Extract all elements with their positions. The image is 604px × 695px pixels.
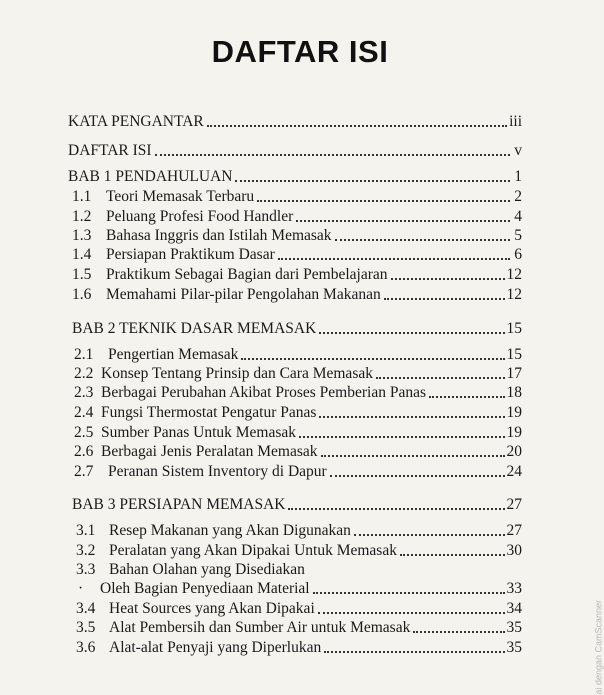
- entry-number: 2.6: [74, 443, 94, 460]
- entry-page: 19: [506, 424, 522, 441]
- entry-page: 30: [506, 542, 522, 559]
- entry-text: Berbagai Perubahan Akibat Proses Pemberian Panas: [101, 384, 426, 401]
- leader-dots: [321, 449, 505, 457]
- page-title: DAFTAR ISI: [211, 34, 389, 69]
- entry-number: 3.6: [76, 639, 96, 656]
- entry-page: 20: [506, 443, 522, 460]
- entry-page: v: [514, 142, 522, 159]
- entry-number: 3.3: [76, 561, 96, 578]
- entry-page: 27: [506, 496, 522, 513]
- entry-text: Resep Makanan yang Akan Digunakan: [109, 522, 351, 539]
- entry-page: 15: [506, 320, 522, 337]
- entry-text: Persiapan Praktikum Dasar: [106, 246, 275, 263]
- leader-dots: [376, 371, 505, 379]
- toc-chapter-heading: [68, 166, 522, 186]
- entry-text: Teori Memasak Terbaru: [106, 188, 255, 205]
- leader-dots: [288, 502, 504, 510]
- entry-number: 1.1: [72, 188, 92, 205]
- toc-entry: [74, 441, 522, 461]
- entry-marker: ·: [78, 580, 84, 597]
- entry-number: 3.2: [76, 542, 96, 559]
- toc-entry: [72, 206, 522, 226]
- entry-page: 12: [506, 266, 522, 283]
- entry-page: 5: [514, 227, 522, 244]
- entry-text: BAB 3 PERSIAPAN MEMASAK: [72, 496, 286, 513]
- entry-text: Konsep Tentang Prinsip dan Cara Memasak: [101, 365, 373, 382]
- entry-number: 2.5: [74, 424, 94, 441]
- entry-number: 2.1: [74, 346, 94, 363]
- entry-text: Oleh Bagian Penyediaan Material: [100, 580, 310, 597]
- entry-text: Berbagai Jenis Peralatan Memasak: [101, 443, 318, 460]
- entry-text: Bahasa Inggris dan Istilah Memasak: [106, 227, 332, 244]
- entry-text: BAB 1 PENDAHULUAN: [68, 168, 233, 185]
- entry-text: Peranan Sistem Inventory di Dapur: [108, 463, 327, 480]
- entry-page: 12: [506, 286, 522, 303]
- entry-number: 1.5: [72, 266, 92, 283]
- leader-dots: [241, 352, 504, 360]
- toc-entry: [76, 540, 522, 560]
- entry-text: BAB 2 TEKNIK DASAR MEMASAK: [72, 320, 317, 337]
- entry-text: Sumber Panas Untuk Memasak: [101, 424, 297, 441]
- leader-dots: [155, 148, 510, 156]
- entry-text: Bahan Olahan yang Disediakan: [109, 561, 305, 578]
- leader-dots: [330, 469, 505, 477]
- leader-dots: [429, 390, 505, 398]
- toc-entry-continuation: [78, 578, 522, 598]
- entry-text: Peralatan yang Akan Dipakai Untuk Memasak: [109, 542, 397, 559]
- toc-entry: [76, 520, 522, 540]
- toc-entry: [74, 344, 522, 364]
- leader-dots: [313, 586, 505, 594]
- entry-text: Alat Pembersih dan Sumber Air untuk Memasak: [109, 619, 411, 636]
- entry-text: KATA PENGANTAR: [68, 113, 204, 130]
- leader-dots: [299, 430, 504, 438]
- toc-entry: [74, 422, 522, 442]
- toc-chapter-heading: [72, 494, 522, 514]
- entry-page: 24: [506, 463, 522, 480]
- entry-page: iii: [509, 113, 522, 130]
- entry-number: 3.1: [76, 522, 96, 539]
- leader-dots: [324, 645, 504, 653]
- toc-entry: [72, 244, 522, 264]
- entry-page: 18: [506, 384, 522, 401]
- leader-dots: [319, 326, 504, 334]
- toc-entry: [74, 363, 522, 383]
- entry-number: 2.4: [74, 404, 94, 421]
- entry-text: Praktikum Sebagai Bagian dari Pembelajaran: [106, 266, 388, 283]
- entry-page: 2: [514, 188, 522, 205]
- entry-page: 27: [506, 522, 522, 539]
- toc-entry: [74, 402, 522, 422]
- toc-entry: [76, 637, 522, 657]
- leader-dots: [319, 410, 504, 418]
- entry-text: Heat Sources yang Akan Dipakai: [109, 600, 315, 617]
- toc-entry: [74, 461, 522, 481]
- leader-dots: [278, 252, 510, 260]
- entry-text: Pengertian Memasak: [108, 346, 239, 363]
- leader-dots: [318, 606, 505, 614]
- entry-page: 1: [514, 168, 522, 185]
- toc-entry-kata-pengantar: [68, 111, 522, 131]
- entry-page: 17: [506, 365, 522, 382]
- toc-entry: [72, 284, 522, 304]
- entry-page: 4: [514, 208, 522, 225]
- toc-entry-first-line: [76, 560, 305, 579]
- entry-page: 6: [514, 246, 522, 263]
- toc-entry: [72, 225, 522, 245]
- entry-text: Memahami Pilar-pilar Pengolahan Makanan: [106, 286, 381, 303]
- entry-text: Fungsi Thermostat Pengatur Panas: [101, 404, 317, 421]
- entry-page: 34: [506, 600, 522, 617]
- entry-page: 33: [506, 580, 522, 597]
- toc-entry: [76, 598, 522, 618]
- entry-number: 2.2: [74, 365, 94, 382]
- entry-number: 3.4: [76, 600, 96, 617]
- leader-dots: [400, 548, 505, 556]
- entry-number: 2.7: [74, 463, 94, 480]
- leader-dots: [335, 233, 510, 241]
- entry-text: Alat-alat Penyaji yang Diperlukan: [109, 639, 322, 656]
- entry-text: Peluang Profesi Food Handler: [106, 208, 294, 225]
- leader-dots: [413, 625, 504, 633]
- toc-entry: [72, 186, 522, 206]
- toc-entry: [72, 264, 522, 284]
- entry-text: DAFTAR ISI: [68, 142, 152, 159]
- leader-dots: [296, 214, 510, 222]
- entry-page: 35: [506, 619, 522, 636]
- entry-number: 1.3: [72, 227, 92, 244]
- leader-dots: [354, 528, 505, 536]
- leader-dots: [257, 194, 510, 202]
- leader-dots: [391, 272, 505, 280]
- entry-page: 15: [506, 346, 522, 363]
- entry-number: 1.6: [72, 286, 92, 303]
- entry-number: 1.2: [72, 208, 92, 225]
- toc-entry: [74, 382, 522, 402]
- leader-dots: [235, 174, 510, 182]
- entry-page: 19: [506, 404, 522, 421]
- leader-dots: [384, 292, 505, 300]
- leader-dots: [207, 119, 507, 127]
- entry-number: 2.3: [74, 384, 94, 401]
- entry-page: 35: [506, 639, 522, 656]
- toc-chapter-heading: [72, 318, 522, 338]
- toc-entry-daftar-isi: [68, 140, 522, 160]
- scanner-watermark: ai dengan CamScanner: [594, 600, 604, 695]
- toc-entry: [76, 617, 522, 637]
- entry-number: 1.4: [72, 246, 92, 263]
- entry-number: 3.5: [76, 619, 96, 636]
